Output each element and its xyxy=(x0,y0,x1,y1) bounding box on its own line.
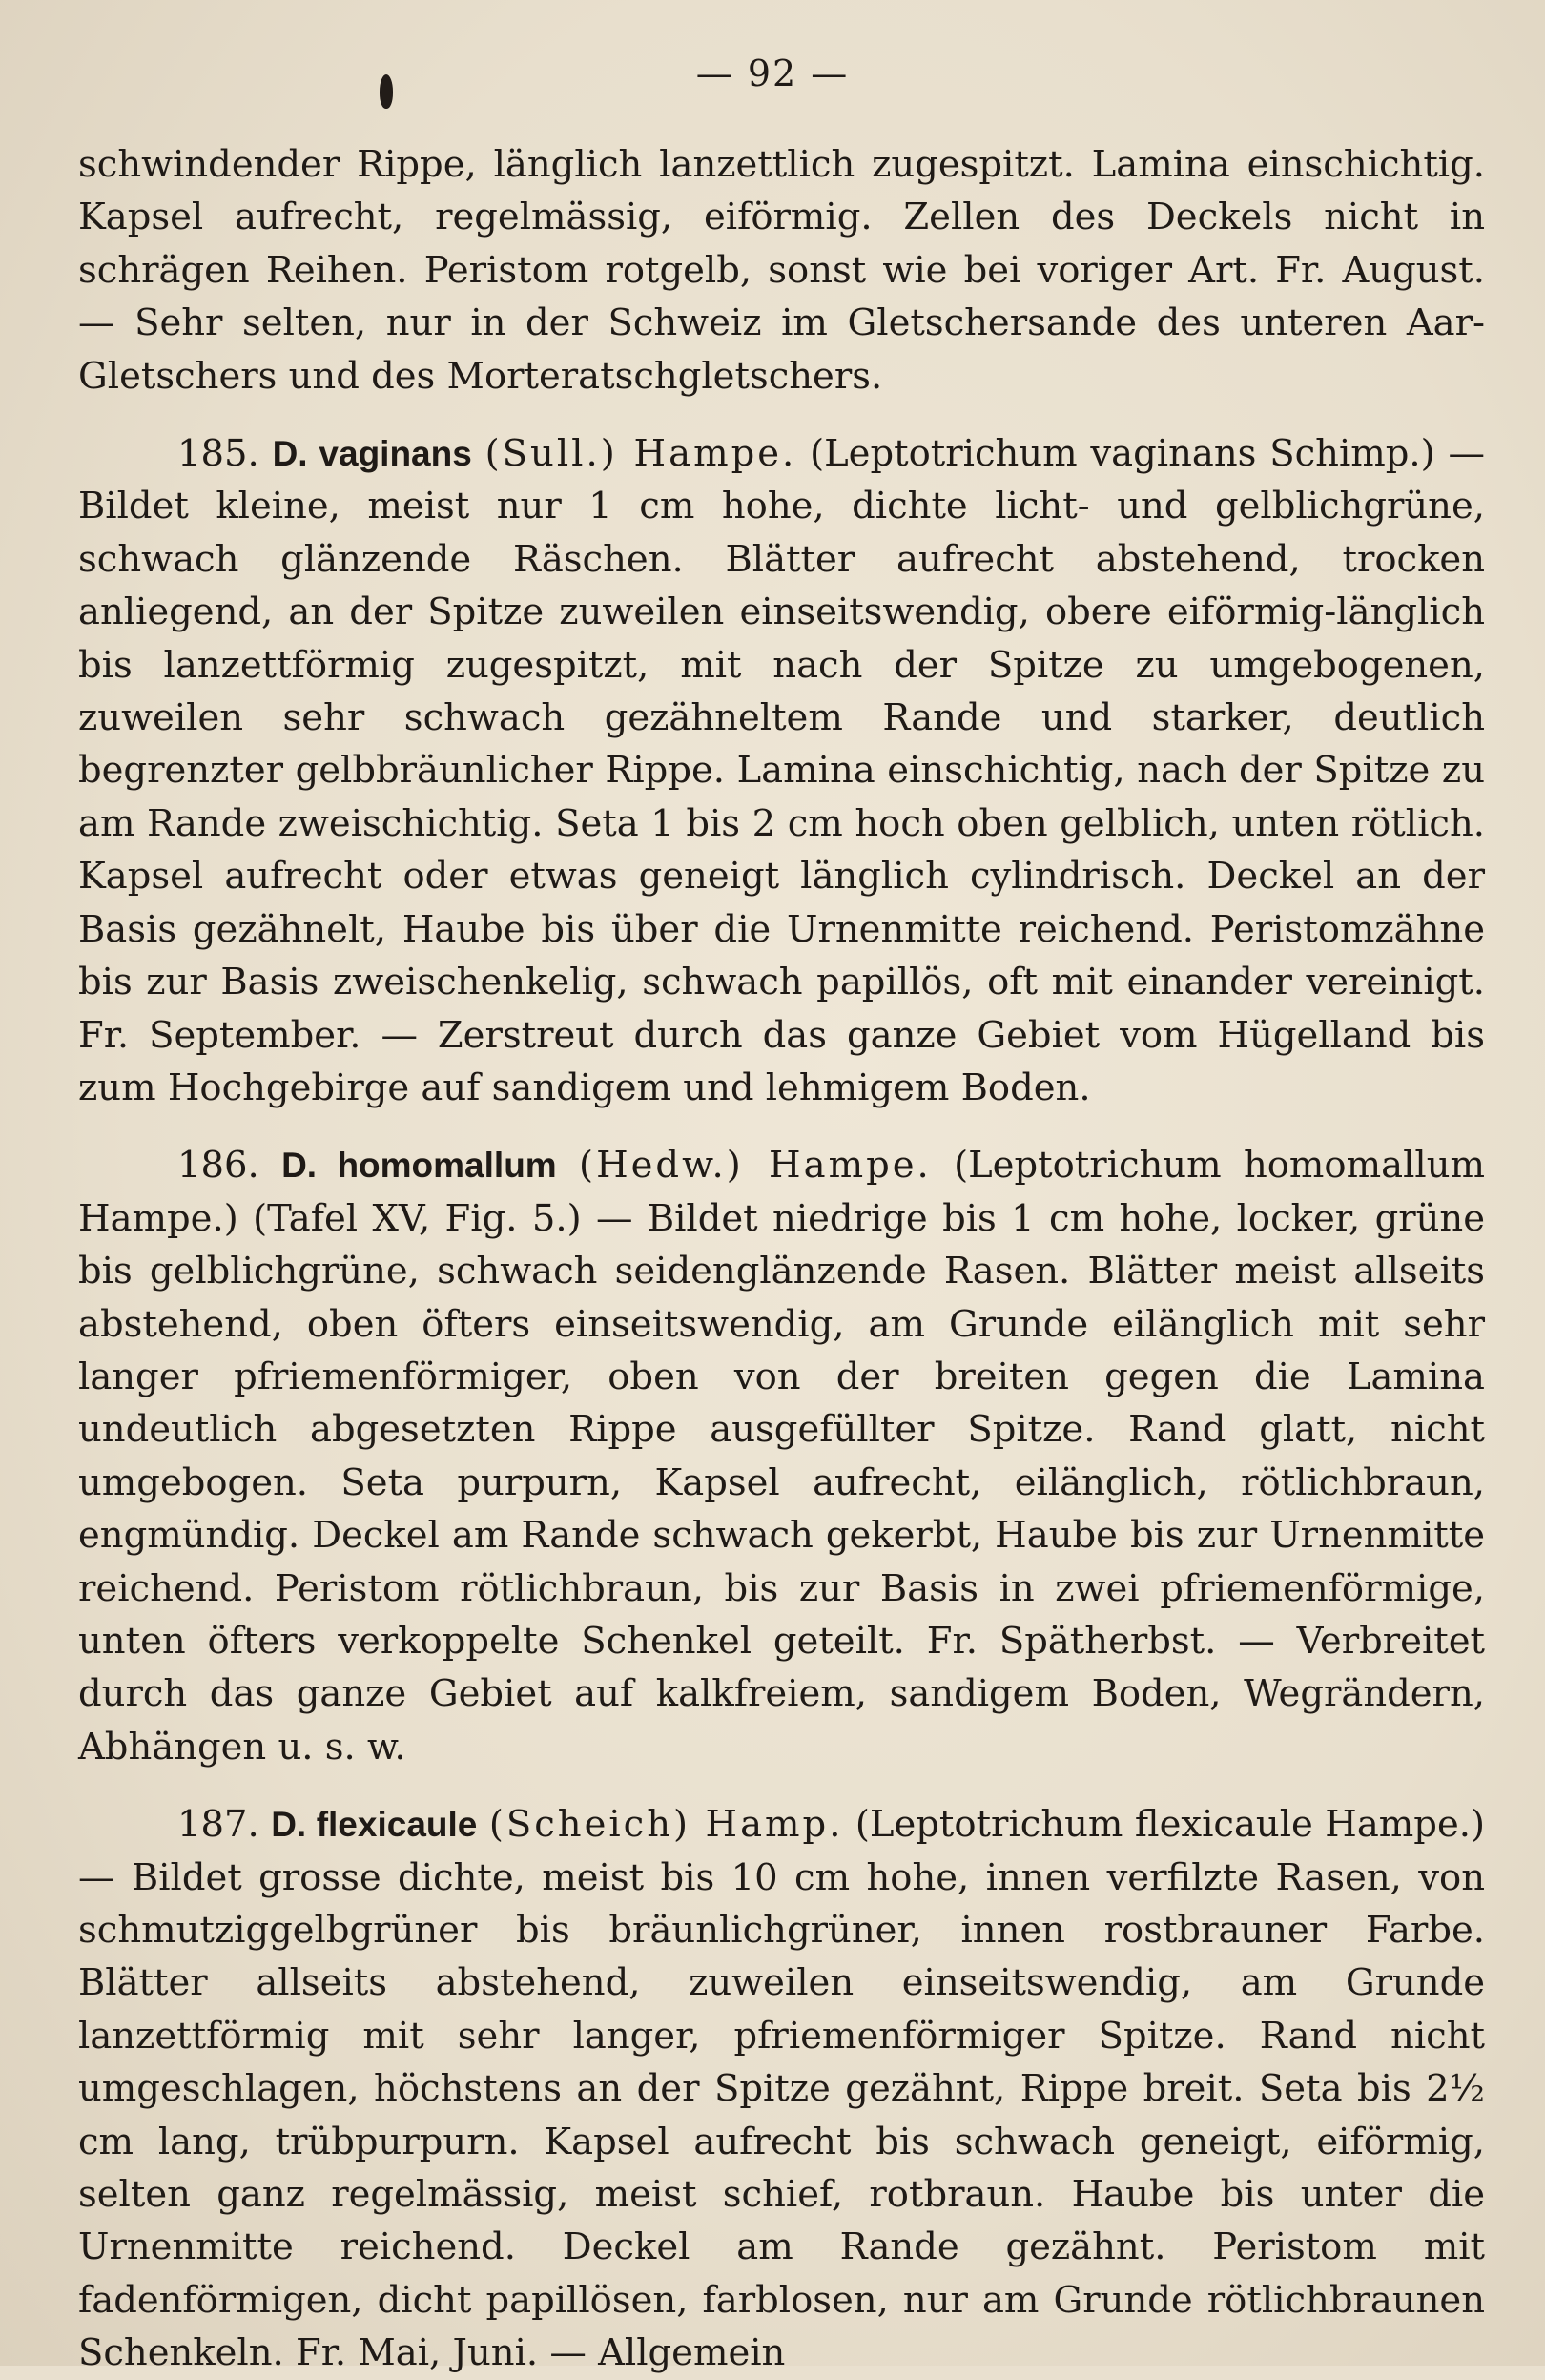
species-entry-185 xyxy=(78,427,1485,1114)
species-author: (Sull.) Hampe. xyxy=(484,432,797,476)
species-author: (Hedw.) Hampe. xyxy=(579,1144,932,1188)
species-name: D. vaginans xyxy=(272,434,472,474)
species-author: (Scheich) Hamp. xyxy=(488,1803,844,1847)
species-name: D. flexicaule xyxy=(271,1805,478,1845)
species-description: (Leptotrichum flexicaule Hampe.) — Bildet grosse dichte, meist bis 10 cm hohe, innen verfilzte Rasen, von schmutziggelbgrüner bis bräunlichgrüner, innen rostbrauner Farbe. Blätter allseits abstehend, zuweilen einseitswendig, am Grunde lanzettförmig mit sehr langer, pfriemenförmiger Spitze. Rand nicht umgeschlagen, höchstens an der Spitze gezähnt, Rippe breit. Seta bis 2½ cm lang, trübpurpurn. Kapsel aufrecht bis schwach geneigt, eiförmig, selten ganz regelmässig, meist schief, rotbraun. Haube bis unter die Urnenmitte reichend. Deckel am Rande gezähnt. Peristom mit fadenförmigen, dicht papillösen, farblosen, nur am Grunde rötlichbraunen Schenkeln. Fr. Mai, Juni. — Allgemein xyxy=(78,1803,1485,2375)
species-name: D. homomallum xyxy=(281,1146,557,1186)
species-number: 186. xyxy=(177,1144,259,1188)
species-number: 185. xyxy=(177,432,259,476)
species-description: (Leptotrichum vaginans Schimp.) — Bildet kleine, meist nur 1 cm hohe, dichte licht- und gelblichgrüne, schwach glänzende Räschen. Blätter aufrecht abstehend, trocken anliegend, an der Spitze zuweilen einseitswendig, obere eiförmig-länglich bis lanzettförmig zugespitzt, mit nach der Spitze zu umgebogenen, zuweilen sehr schwach gezähneltem Rande und starker, deutlich begrenzter gelbbräunlicher Rippe. Lamina einschichtig, nach der Spitze zu am Rande zweischichtig. Seta 1 bis 2 cm hoch oben gelblich, unten rötlich. Kapsel aufrecht oder etwas geneigt länglich cylindrisch. Deckel an der Basis gezähnelt, Haube bis über die Urnenmitte reichend. Peristomzähne bis zur Basis zweischenkelig, schwach papillös, oft mit einander vereinigt. Fr. September. — Zerstreut durch das ganze Gebiet vom Hügelland bis zum Hochgebirge auf sandigem und lehmigem Boden. xyxy=(78,432,1485,1109)
page-number: — 92 — xyxy=(695,52,850,94)
species-entry-186 xyxy=(78,1139,1485,1773)
species-entry-187 xyxy=(78,1798,1485,2379)
continuation-paragraph: schwindender Rippe, länglich lanzettlich zugespitzt. Lamina einschichtig. Kapsel aufrecht, regelmässig, eiförmig. Zellen des Deckels nicht in schrägen Reihen. Peristom rotgelb, sonst wie bei voriger Art. Fr. August. — Sehr selten, nur in der Schweiz im Gletschersande des unteren Aar-Gletschers und des Morteratschgletschers. xyxy=(78,143,1485,398)
species-number: 187. xyxy=(177,1803,259,1847)
body-text xyxy=(78,138,1485,2380)
species-description: (Leptotrichum homomallum Hampe.) (Tafel XV, Fig. 5.) — Bildet niedrige bis 1 cm hohe, locker, grüne bis gelblichgrüne, schwach seidenglänzende Rasen. Blätter meist allseits abstehend, oben öfters einseitswendig, am Grunde eilänglich mit sehr langer pfriemenförmiger, oben von der breiten gegen die Lamina undeutlich abgesetzten Rippe ausgefüllter Spitze. Rand glatt, nicht umgebogen. Seta purpurn, Kapsel aufrecht, eilänglich, rötlichbraun, engmündig. Deckel am Rande schwach gekerbt, Haube bis zur Urnenmitte reichend. Peristom rötlichbraun, bis zur Basis in zwei pfriemenförmige, unten öfters verkoppelte Schenkel geteilt. Fr. Spätherbst. — Verbreitet durch das ganze Gebiet auf kalkfreiem, sandigem Boden, Wegrändern, Abhängen u. s. w. xyxy=(78,1144,1485,1769)
